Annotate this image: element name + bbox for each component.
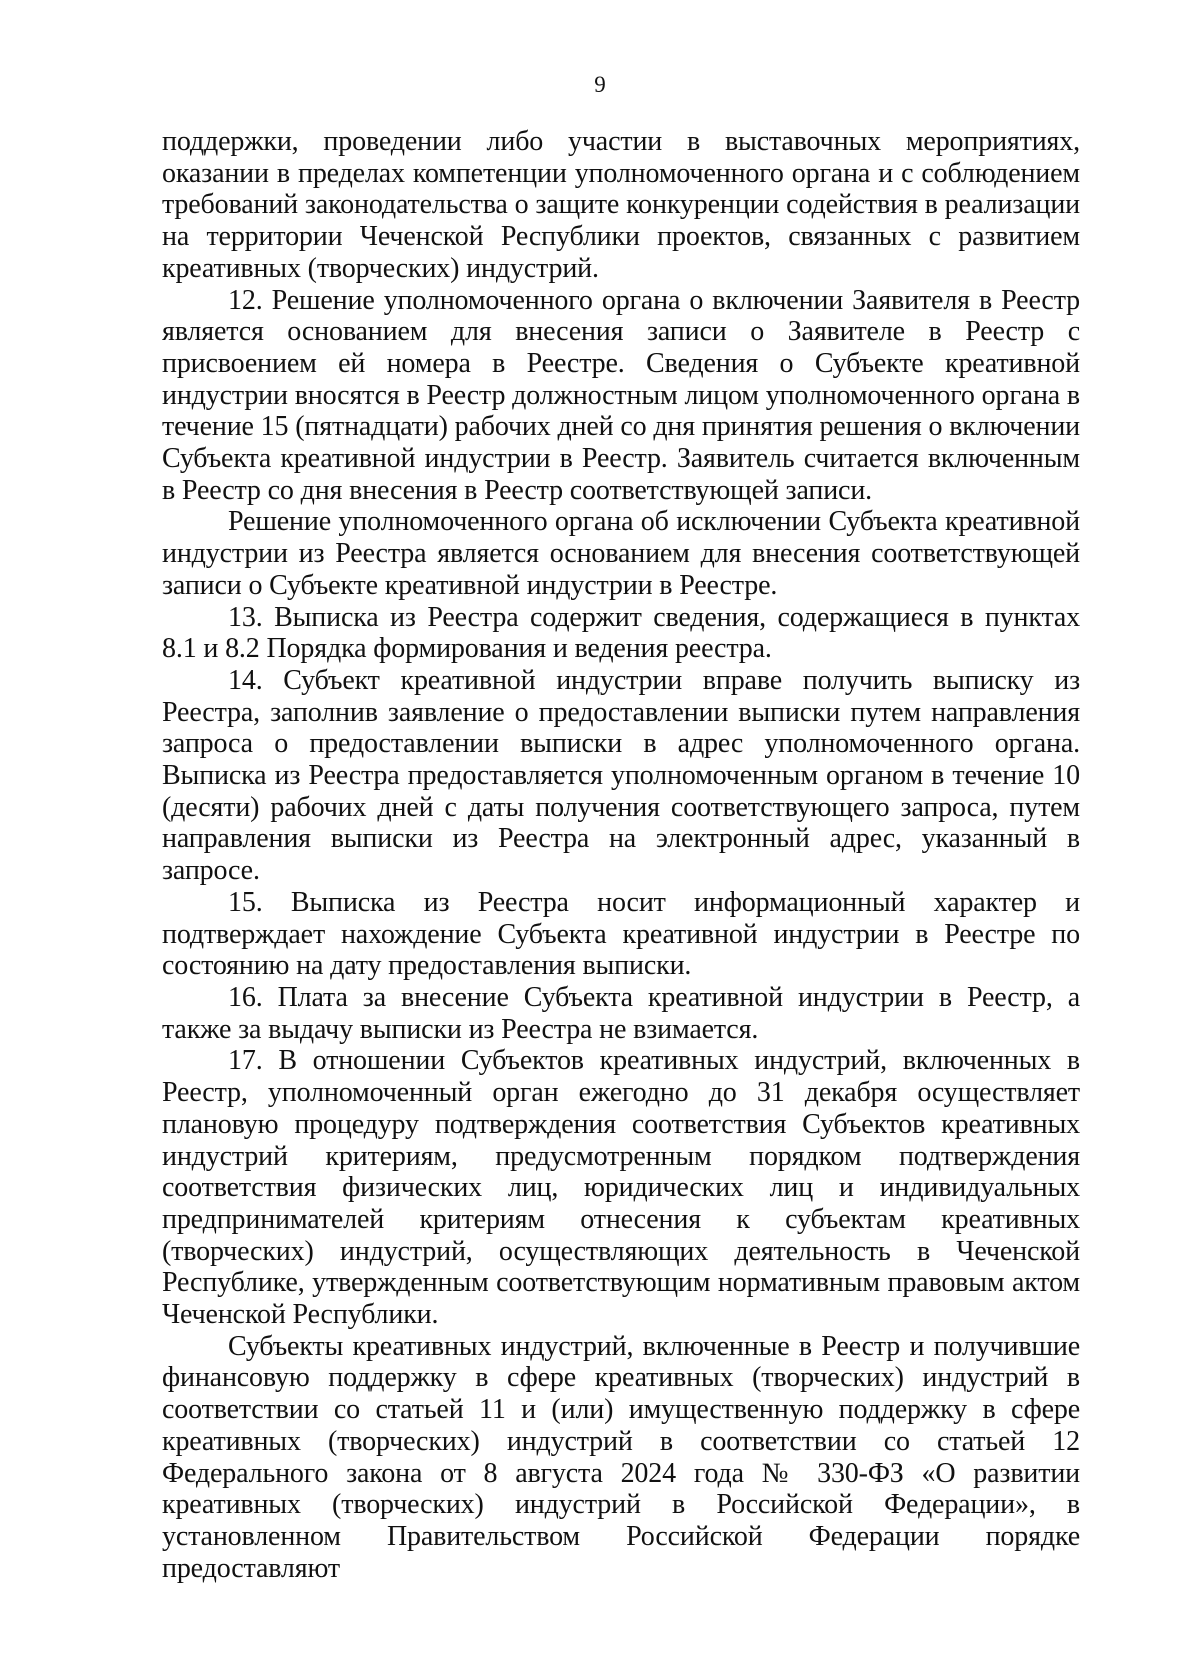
paragraph-14: 14. Субъект креативной индустрии вправе получить выписку из Реестра, заполнив заявление о предоставлении выписки путем направления запроса о предоставлении выписки в адрес уполномоченного органа. Выписка из Реестра предоставляется уполномоченным органом в течение 10 (десяти) рабочих дней с даты получения соответствующего запроса, путем направления выписки из Реестра на электронный адрес, указанный в запросе.	[162, 664, 1080, 887]
paragraph-16: 16. Плата за внесение Субъекта креативной индустрии в Реестр, а также за выдачу выписки из Реестра не взимается.	[162, 981, 1080, 1045]
paragraph-exclusion-decision: Решение уполномоченного органа об исключении Субъекта креативной индустрии из Реестра является основанием для внесения соответствующей записи о Субъекте креативной индустрии в Реестре.	[162, 506, 1080, 601]
page-number: 9	[594, 72, 606, 97]
paragraph-13: 13. Выписка из Реестра содержит сведения, содержащиеся в пунктах 8.1 и 8.2 Порядка формирования и ведения реестра.	[162, 601, 1080, 665]
paragraph-12: 12. Решение уполномоченного органа о включении Заявителя в Реестр является основанием для внесения записи о Заявителе в Реестр с присвоением ей номера в Реестре. Сведения о Субъекте креативной индустрии вносятся в Реестр должностным лицом уполномоченного органа в течение 15 (пятнадцати) рабочих дней со дня принятия решения о включении Субъекта креативной индустрии в Реестр. Заявитель считается включенным в Реестр со дня внесения в Реестр соответствующей записи.	[162, 284, 1080, 506]
document-body	[162, 126, 1080, 1584]
paragraph-support-continuation: поддержки, проведении либо участии в выставочных мероприятиях, оказании в пределах компетенции уполномоченного органа и с соблюдением требований законодательства о защите конкуренции содействия в реализации на территории Чеченской Республики проектов, связанных с развитием креативных (творческих) индустрий.	[162, 126, 1080, 284]
paragraph-support-recipients: Субъекты креативных индустрий, включенные в Реестр и получившие финансовую поддержку в сфере креативных (творческих) индустрий в соответствии со статьей 11 и (или) имущественную поддержку в сфере креативных (творческих) индустрий в соответствии со статьей 12 Федерального закона от 8 августа 2024 года № 330-ФЗ «О развитии креативных (творческих) индустрий в Российской Федерации», в установленном Правительством Российской Федерации порядке предоставляют	[162, 1330, 1080, 1584]
paragraph-17: 17. В отношении Субъектов креативных индустрий, включенных в Реестр, уполномоченный орган ежегодно до 31 декабря осуществляет плановую процедуру подтверждения соответствия Субъектов креативных индустрий критериям, предусмотренным порядком подтверждения соответствия физических лиц, юридических лиц и индивидуальных предпринимателей критериям отнесения к субъектам креативных (творческих) индустрий, осуществляющих деятельность в Чеченской Республике, утвержденным соответствующим нормативным правовым актом Чеченской Республики.	[162, 1045, 1080, 1331]
paragraph-15: 15. Выписка из Реестра носит информационный характер и подтверждает нахождение Субъекта креативной индустрии в Реестре по состоянию на дату предоставления выписки.	[162, 886, 1080, 982]
